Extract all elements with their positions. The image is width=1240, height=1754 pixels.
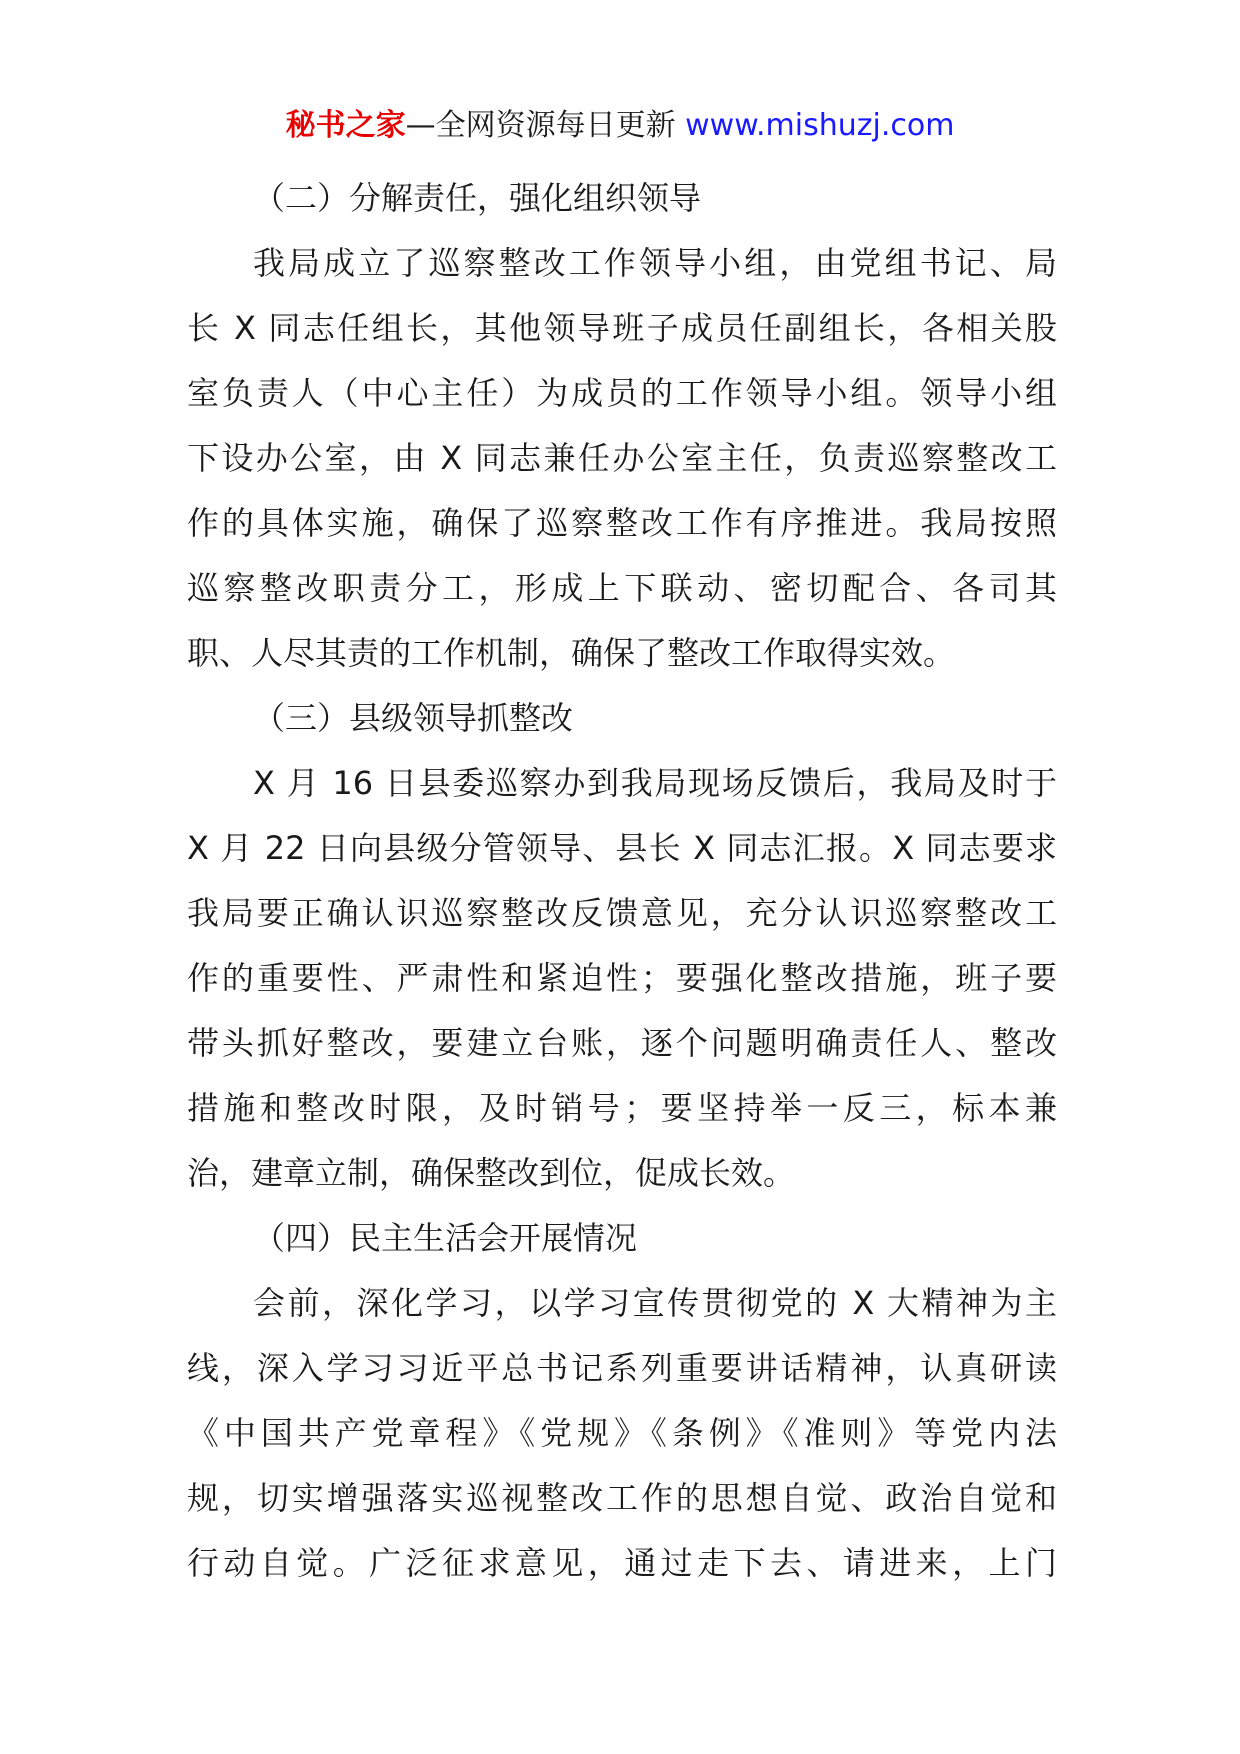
text-line: 措施和整改时限，及时销号；要坚持举一反三，标本兼 <box>187 1089 1057 1127</box>
text-line: 巡察整改职责分工，形成上下联动、密切配合、各司其 <box>187 569 1057 607</box>
text-line: 《中国共产党章程》《党规》《条例》《准则》等党内法 <box>187 1414 1057 1452</box>
text-line: X 月 16 日县委巡察办到我局现场反馈后，我局及时于 <box>253 764 1057 802</box>
text-line: 长 X 同志任组长，其他领导班子成员任副组长，各相关股 <box>187 309 1057 347</box>
text-line: 规，切实增强落实巡视整改工作的思想自觉、政治自觉和 <box>187 1479 1057 1517</box>
text-line: 我局要正确认识巡察整改反馈意见，充分认识巡察整改工 <box>187 894 1057 932</box>
section-heading-3: （三）县级领导抓整改 <box>253 699 574 737</box>
text-line: 作的重要性、严肃性和紧迫性；要强化整改措施，班子要 <box>187 959 1057 997</box>
brand-name: 秘书之家 <box>285 108 406 143</box>
text-line: 作的具体实施，确保了巡察整改工作有序推进。我局按照 <box>187 504 1057 542</box>
header-tagline: —全网资源每日更新 <box>405 108 676 143</box>
text-line: 我局成立了巡察整改工作领导小组，由党组书记、局 <box>253 244 1057 282</box>
text-line: 下设办公室，由 X 同志兼任办公室主任，负责巡察整改工 <box>187 439 1057 477</box>
text-line: 会前，深化学习，以学习宣传贯彻党的 X 大精神为主 <box>253 1284 1057 1322</box>
text-line: 行动自觉。广泛征求意见，通过走下去、请进来，上门 <box>187 1544 1057 1582</box>
section-heading-4: （四）民主生活会开展情况 <box>253 1219 638 1257</box>
text-line: 治，建章立制，确保整改到位，促成长效。 <box>187 1154 796 1192</box>
text-line: 线，深入学习习近平总书记系列重要讲话精神，认真研读 <box>187 1349 1057 1387</box>
text-line: 室负责人（中心主任）为成员的工作领导小组。领导小组 <box>187 374 1057 412</box>
text-line: 带头抓好整改，要建立台账，逐个问题明确责任人、整改 <box>187 1024 1057 1062</box>
text-line: 职、人尽其责的工作机制，确保了整改工作取得实效。 <box>187 634 956 672</box>
document-body <box>187 166 1057 1596</box>
site-header <box>0 104 1240 148</box>
section-heading-2: （二）分解责任，强化组织领导 <box>253 179 702 217</box>
text-line: X 月 22 日向县级分管领导、县长 X 同志汇报。X 同志要求 <box>187 829 1057 867</box>
website-link[interactable]: www.mishuzj.com <box>685 108 955 143</box>
